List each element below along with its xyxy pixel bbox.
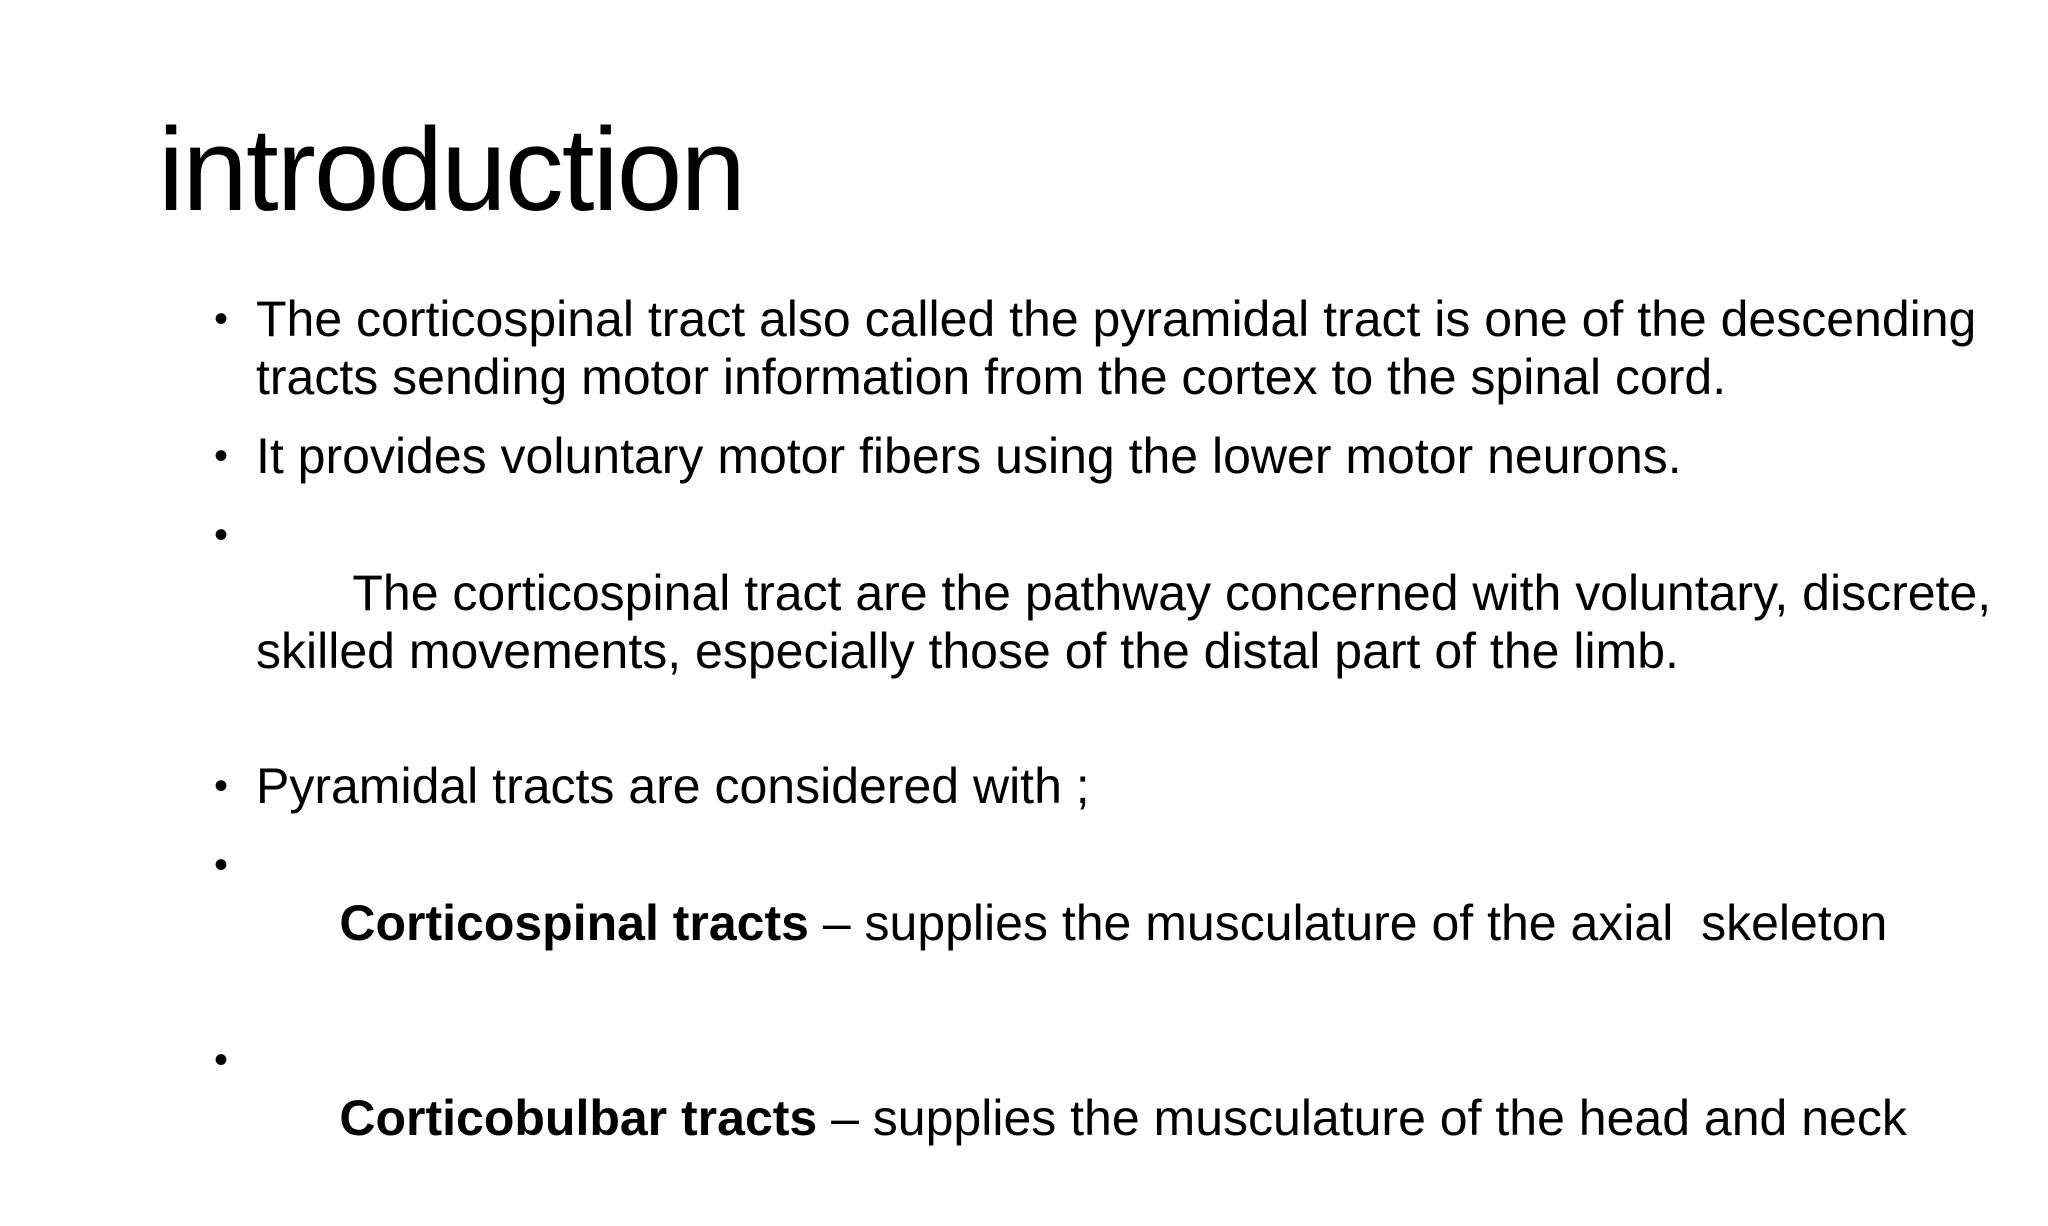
bullet-item bbox=[214, 506, 2004, 738]
bullet-text: The corticospinal tract are the pathway concerned with voluntary, discrete, skilled movements, especially those of the distal part of the limb. bbox=[256, 565, 2006, 679]
bullet-term: Corticospinal tracts bbox=[339, 895, 809, 951]
bullet-item bbox=[214, 427, 2004, 485]
bullet-item bbox=[214, 1031, 2004, 1205]
bullet-dot-icon: • bbox=[214, 513, 229, 557]
bullet-dot-icon: • bbox=[214, 297, 229, 341]
bullet-dot-icon: • bbox=[214, 764, 229, 808]
bullet-text: It provides voluntary motor fibers using the lower motor neurons. bbox=[256, 428, 1682, 484]
bullet-text: The corticospinal tract also called the pyramidal tract is one of the descending tracts sending motor information from the cortex to the spinal cord. bbox=[256, 291, 1977, 405]
bullet-term: Corticobulbar tracts bbox=[339, 1090, 818, 1146]
bullet-dot-icon: • bbox=[214, 1038, 229, 1082]
slide-title: introduction bbox=[158, 104, 745, 236]
bullet-dot-icon: • bbox=[214, 843, 229, 887]
bullet-item bbox=[214, 836, 2004, 1010]
bullet-item bbox=[214, 290, 2004, 406]
bullet-text: – supplies the musculature of the axial skeleton bbox=[808, 895, 1888, 951]
bullet-dot-icon: • bbox=[214, 434, 229, 478]
bullet-text: – supplies the musculature of the head and neck bbox=[817, 1090, 1907, 1146]
bullet-text: Pyramidal tracts are considered with ; bbox=[256, 758, 1090, 814]
bullet-list bbox=[214, 290, 2004, 1226]
bullet-item bbox=[214, 757, 2004, 815]
